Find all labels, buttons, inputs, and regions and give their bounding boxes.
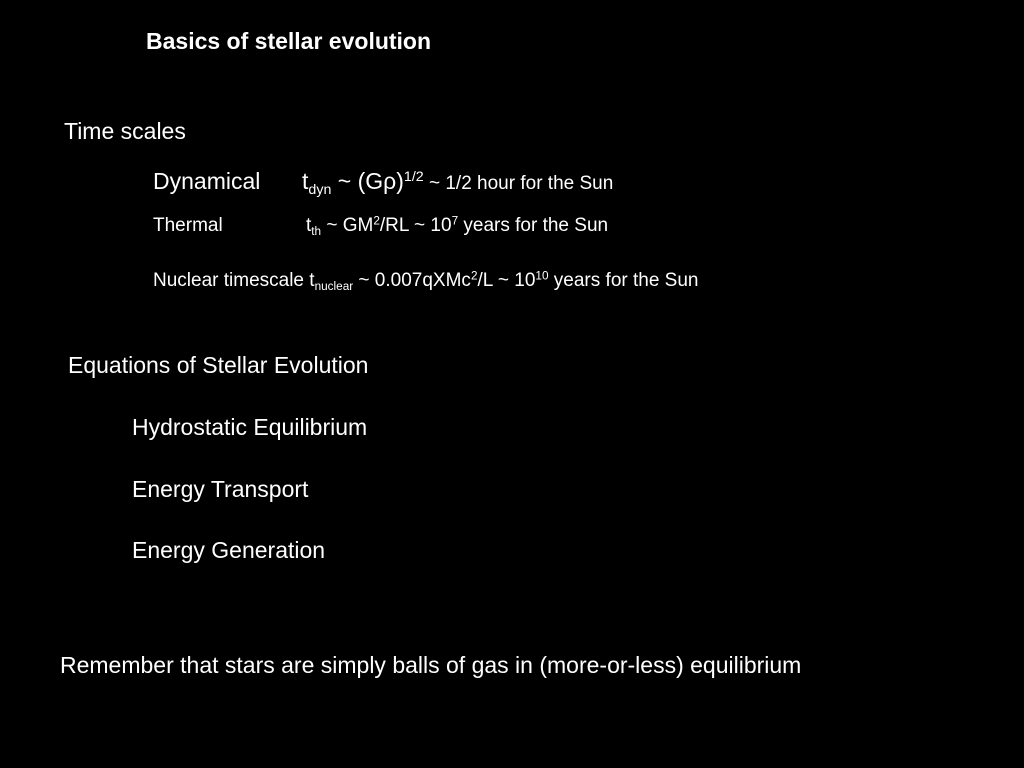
equation-item-energy-transport: Energy Transport: [132, 476, 309, 502]
slide-title: Basics of stellar evolution: [146, 28, 432, 54]
nuclear-mid1: ~ 0.007qXMc: [353, 270, 471, 291]
thermal-sup1: 2: [373, 214, 380, 228]
nuclear-sub: nuclear: [314, 280, 354, 294]
dynamical-label: Dynamical: [153, 168, 261, 194]
nuclear-mid2: /L ~ 10: [477, 270, 536, 291]
thermal-label: Thermal: [153, 215, 223, 236]
thermal-sub: th: [311, 225, 322, 239]
time-scales-heading: Time scales: [64, 118, 186, 144]
nuclear-label: Nuclear timescale t: [153, 270, 315, 291]
thermal-sup2: 7: [451, 214, 459, 228]
dynamical-sup: 1/2: [403, 169, 424, 186]
nuclear-tail: years for the Sun: [548, 270, 699, 291]
dynamical-sub: dyn: [308, 181, 332, 198]
dynamical-formula: [302, 168, 614, 198]
dynamical-tail: ~ 1/2 hour for the Sun: [423, 173, 614, 194]
equations-heading: Equations of Stellar Evolution: [68, 352, 369, 378]
thermal-formula: [306, 215, 608, 237]
thermal-tail: years for the Sun: [458, 215, 609, 236]
dynamical-mid: ~ (Gρ): [331, 168, 404, 194]
remember-note: Remember that stars are simply balls of gas in (more-or-less) equilibrium: [60, 652, 802, 678]
nuclear-formula: [153, 270, 698, 292]
dynamical-t: t: [302, 168, 309, 194]
equation-item-energy-generation: Energy Generation: [132, 537, 326, 563]
nuclear-sup2: 10: [535, 269, 549, 283]
nuclear-sup1: 2: [470, 269, 478, 283]
thermal-mid1: ~ GM: [321, 215, 374, 236]
equation-item-hydrostatic: Hydrostatic Equilibrium: [132, 414, 368, 440]
thermal-t: t: [306, 215, 312, 236]
thermal-mid2: /RL ~ 10: [379, 215, 452, 236]
